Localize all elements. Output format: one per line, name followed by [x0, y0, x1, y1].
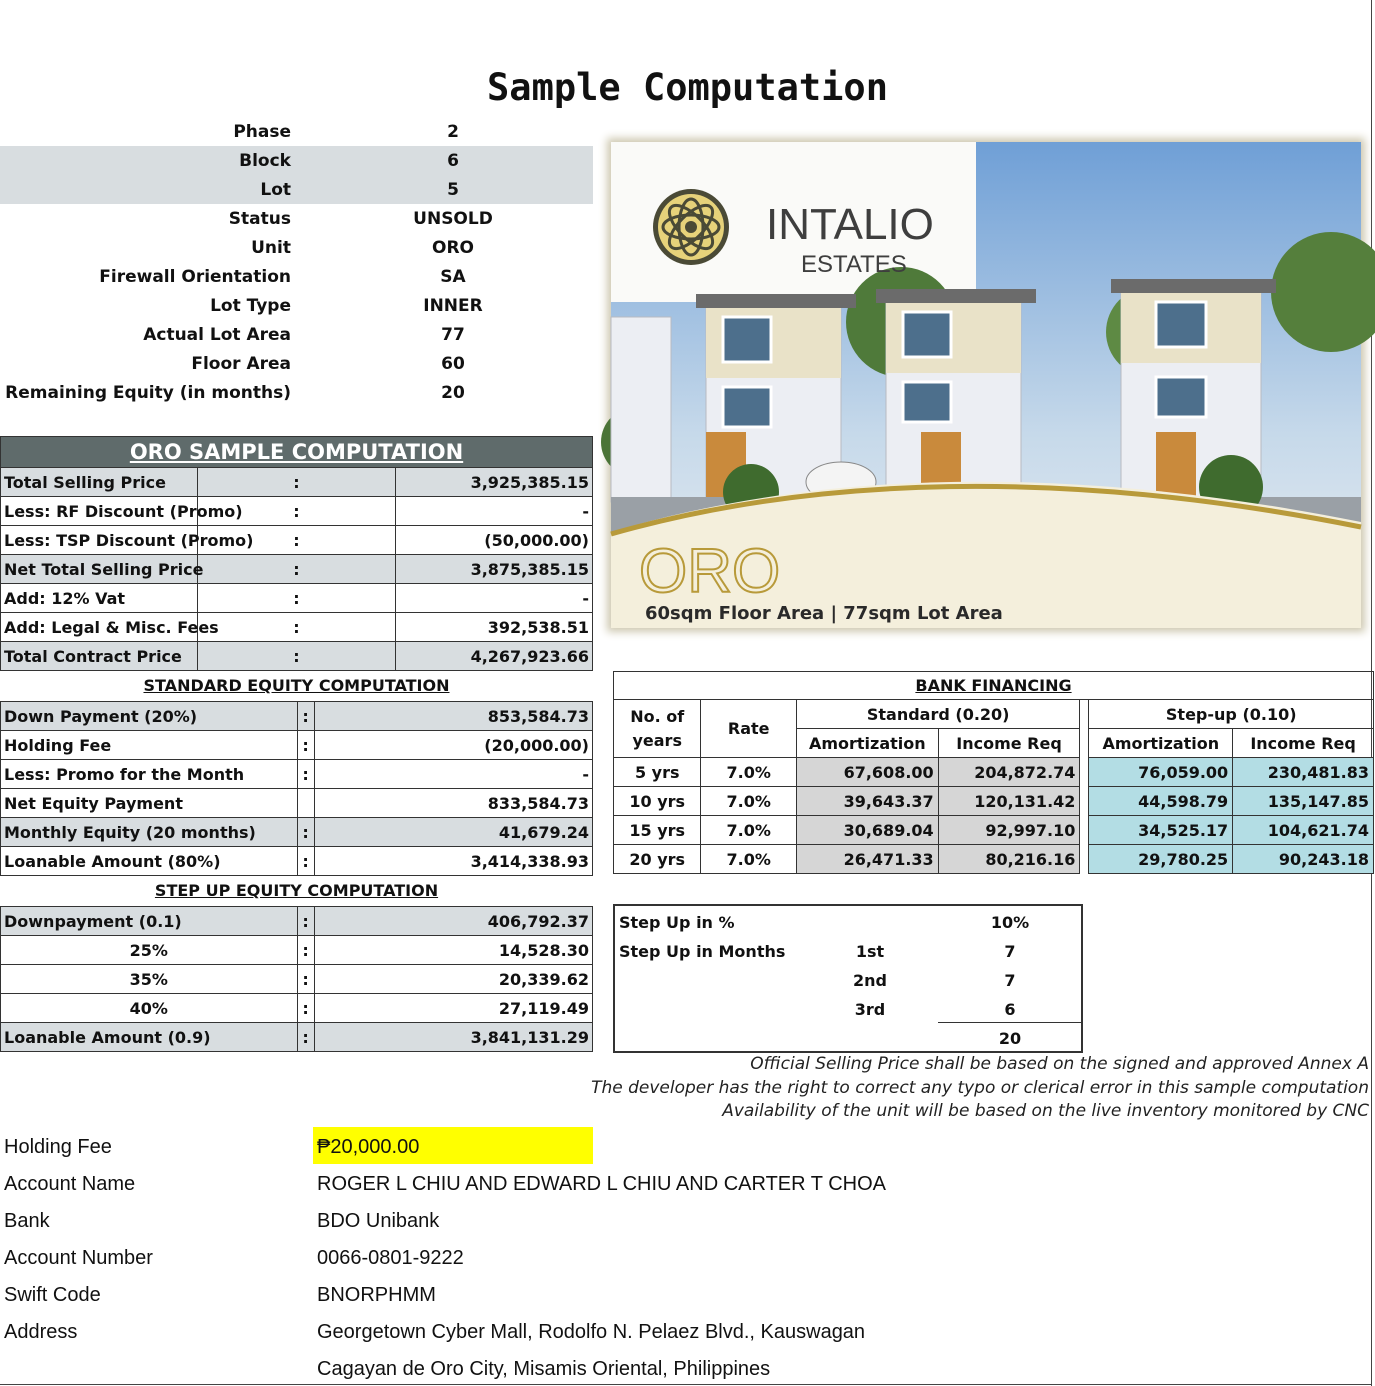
flower-logo-icon	[653, 189, 729, 265]
stepup-months-label: Step Up in Months	[619, 942, 786, 961]
payment-value: Georgetown Cyber Mall, Rodolfo N. Pelaez Blvd., Kauswagan	[317, 1321, 866, 1343]
total-divider	[938, 1022, 1081, 1023]
info-row-phase	[0, 117, 593, 146]
row-sep: :	[297, 1023, 314, 1052]
row-label: Loanable Amount (0.9)	[1, 1023, 298, 1052]
gap	[1080, 729, 1089, 758]
info-label: Lot Type	[210, 296, 291, 316]
info-row-block	[0, 146, 593, 175]
row-label: 25%	[1, 936, 298, 965]
info-value: UNSOLD	[413, 209, 493, 229]
row-value: 3,414,338.93	[314, 847, 592, 876]
row-value: -	[395, 497, 592, 526]
std-amort: 67,608.00	[796, 758, 938, 787]
row-value: 406,792.37	[314, 907, 592, 936]
info-value: 2	[447, 122, 459, 142]
rate: 7.0%	[701, 816, 796, 845]
stepup-total: 20	[998, 1029, 1022, 1048]
table-row	[1, 1023, 593, 1052]
table-row	[1, 994, 593, 1023]
info-label: Firewall Orientation	[99, 267, 291, 287]
payment-value: ₱20,000.00	[317, 1136, 420, 1158]
row-sep: :	[198, 642, 395, 671]
row-sep: :	[297, 731, 314, 760]
su-amort: 34,525.17	[1089, 816, 1233, 845]
table-row	[1, 760, 593, 789]
info-label: Status	[228, 209, 291, 229]
standard-equity-table	[0, 701, 593, 876]
row-label: Add: Legal & Misc. Fees	[1, 613, 198, 642]
payment-value: ROGER L CHIU AND EDWARD L CHIU AND CARTER T CHOA	[317, 1173, 886, 1195]
info-row-status	[0, 204, 593, 233]
payment-row-bank	[4, 1204, 1364, 1238]
row-label: Net Equity Payment	[1, 789, 298, 818]
std-income: 204,872.74	[938, 758, 1080, 787]
row-label: Less: RF Discount (Promo)	[1, 497, 198, 526]
rate: 7.0%	[701, 787, 796, 816]
payment-value: Cagayan de Oro City, Misamis Oriental, Philippines	[317, 1358, 771, 1380]
table-row	[1, 613, 593, 642]
table-row	[1, 555, 593, 584]
table-row	[614, 816, 1374, 845]
table-row	[1, 847, 593, 876]
row-sep: :	[198, 526, 395, 555]
promo-illustration	[611, 142, 1361, 628]
table-row	[1, 497, 593, 526]
stepup-equity-table	[0, 906, 593, 1052]
std-income: 120,131.42	[938, 787, 1080, 816]
su-income-header: Income Req	[1233, 729, 1374, 758]
stepup-ord: 2nd	[853, 971, 887, 990]
payment-value: BNORPHMM	[317, 1284, 436, 1306]
row-value: (50,000.00)	[395, 526, 592, 555]
info-row-lot-type	[0, 291, 593, 320]
row-label: Less: Promo for the Month	[1, 760, 298, 789]
info-value: 5	[447, 180, 459, 200]
info-label: Floor Area	[191, 354, 291, 374]
std-income: 80,216.16	[938, 845, 1080, 874]
row-value: 833,584.73	[314, 789, 592, 818]
years: 20 yrs	[614, 845, 701, 874]
row-label: Downpayment (0.1)	[1, 907, 298, 936]
standard-equity-header: STANDARD EQUITY COMPUTATION	[143, 676, 450, 695]
row-sep: :	[297, 936, 314, 965]
info-value: 6	[447, 151, 459, 171]
stepup-val: 7	[1004, 942, 1016, 961]
row-sep: :	[198, 584, 395, 613]
su-amort-header: Amortization	[1089, 729, 1233, 758]
stepup-val: 7	[1004, 971, 1016, 990]
info-row-lot-area	[0, 320, 593, 349]
table-row	[1, 526, 593, 555]
row-value: 3,875,385.15	[395, 555, 592, 584]
row-value: 41,679.24	[314, 818, 592, 847]
std-income-header: Income Req	[938, 729, 1080, 758]
row-label: Total Contract Price	[1, 642, 198, 671]
table-row	[1, 642, 593, 671]
row-sep: :	[297, 965, 314, 994]
payment-label: Account Number	[4, 1247, 153, 1269]
info-label: Block	[239, 151, 291, 171]
table-row	[1, 584, 593, 613]
table-row	[1, 965, 593, 994]
row-sep: :	[297, 994, 314, 1023]
promo-brand-sub: ESTATES	[801, 251, 907, 278]
row-value: -	[314, 760, 592, 789]
row-label: Holding Fee	[1, 731, 298, 760]
row-sep: :	[297, 760, 314, 789]
years: 10 yrs	[614, 787, 701, 816]
row-label: Monthly Equity (20 months)	[1, 818, 298, 847]
standard-header: Standard (0.20)	[796, 700, 1079, 729]
row-sep: :	[198, 497, 395, 526]
row-label: 35%	[1, 965, 298, 994]
table-row	[1, 702, 593, 731]
std-amort: 30,689.04	[796, 816, 938, 845]
gap	[1080, 700, 1089, 729]
page-title: Sample Computation	[487, 66, 888, 109]
row-sep: :	[198, 555, 395, 584]
info-value: INNER	[423, 296, 483, 316]
std-income: 92,997.10	[938, 816, 1080, 845]
su-income: 90,243.18	[1233, 845, 1374, 874]
su-income: 135,147.85	[1233, 787, 1374, 816]
row-label: 40%	[1, 994, 298, 1023]
gap	[1080, 758, 1089, 787]
table-row	[1, 731, 593, 760]
payment-label: Swift Code	[4, 1284, 101, 1306]
row-value: (20,000.00)	[314, 731, 592, 760]
stepup-ord: 1st	[855, 942, 885, 961]
table-row	[614, 787, 1374, 816]
payment-label: Address	[4, 1321, 78, 1343]
row-sep	[297, 789, 314, 818]
info-value: 60	[441, 354, 465, 374]
info-value: SA	[440, 267, 466, 287]
rate: 7.0%	[701, 845, 796, 874]
info-label: Phase	[233, 122, 291, 142]
table-row	[1, 789, 593, 818]
gap	[1080, 845, 1089, 874]
info-row-firewall	[0, 262, 593, 291]
note-line: The developer has the right to correct any typo or clerical error in this sample computation	[591, 1078, 1369, 1098]
row-sep: :	[198, 468, 395, 497]
stepup-val: 6	[1004, 1000, 1016, 1019]
row-value: 853,584.73	[314, 702, 592, 731]
row-value: -	[395, 584, 592, 613]
row-sep: :	[297, 907, 314, 936]
row-label: Add: 12% Vat	[1, 584, 198, 613]
su-amort: 29,780.25	[1089, 845, 1233, 874]
row-value: 14,528.30	[314, 936, 592, 965]
gap	[1080, 816, 1089, 845]
table-row	[1, 818, 593, 847]
years: 15 yrs	[614, 816, 701, 845]
stepup-ord: 3rd	[854, 1000, 886, 1019]
years: 5 yrs	[614, 758, 701, 787]
oro-computation-table	[0, 436, 593, 671]
info-value: ORO	[432, 238, 474, 258]
payment-row-swift-code	[4, 1278, 1364, 1312]
promo-model: ORO	[639, 537, 781, 606]
bank-financing-header: BANK FINANCING	[614, 672, 1374, 700]
std-amort-header: Amortization	[796, 729, 938, 758]
row-value: 392,538.51	[395, 613, 592, 642]
table-row	[1, 936, 593, 965]
su-income: 230,481.83	[1233, 758, 1374, 787]
note-line: Official Selling Price shall be based on the signed and approved Annex A	[750, 1054, 1369, 1074]
rate: 7.0%	[701, 758, 796, 787]
row-label: Down Payment (20%)	[1, 702, 298, 731]
payment-row-address	[4, 1315, 1364, 1349]
info-row-unit	[0, 233, 593, 262]
stepup-pct-label: Step Up in %	[619, 913, 735, 932]
table-row	[1, 468, 593, 497]
stepup-pct-value: 10%	[990, 913, 1030, 932]
info-row-floor-area	[0, 349, 593, 378]
payment-row-account-number	[4, 1241, 1364, 1275]
table-row	[614, 845, 1374, 874]
payment-value: BDO Unibank	[317, 1210, 440, 1232]
info-label: Unit	[251, 238, 291, 258]
bank-financing-table	[613, 671, 1374, 874]
info-value: 20	[441, 383, 465, 403]
payment-row-holding-fee	[4, 1130, 1364, 1164]
su-amort: 76,059.00	[1089, 758, 1233, 787]
su-income: 104,621.74	[1233, 816, 1374, 845]
gap	[1080, 787, 1089, 816]
row-value: 4,267,923.66	[395, 642, 592, 671]
row-sep: :	[198, 613, 395, 642]
info-row-remaining-equity	[0, 378, 593, 407]
promo-caption: 60sqm Floor Area | 77sqm Lot Area	[645, 603, 1003, 624]
stepup-equity-header: STEP UP EQUITY COMPUTATION	[154, 881, 439, 900]
computation-header: ORO SAMPLE COMPUTATION	[1, 437, 593, 468]
row-value: 3,925,385.15	[395, 468, 592, 497]
payment-value: 0066-0801-9222	[317, 1247, 464, 1269]
table-row	[1, 907, 593, 936]
info-label: Remaining Equity (in months)	[5, 383, 291, 403]
payment-label: Account Name	[4, 1173, 136, 1195]
info-label: Actual Lot Area	[143, 325, 291, 345]
row-label: Loanable Amount (80%)	[1, 847, 298, 876]
payment-label: Bank	[4, 1210, 50, 1232]
info-value: 77	[441, 325, 465, 345]
row-value: 20,339.62	[314, 965, 592, 994]
promo-brand: INTALIO	[766, 200, 934, 249]
stepup-header: Step-up (0.10)	[1089, 700, 1374, 729]
note-line: Availability of the unit will be based on the live inventory monitored by CNC	[722, 1101, 1369, 1121]
col-years: No. of years	[614, 700, 701, 758]
row-value: 3,841,131.29	[314, 1023, 592, 1052]
row-label: Net Total Selling Price	[1, 555, 198, 584]
info-row-lot	[0, 175, 593, 204]
row-sep: :	[297, 847, 314, 876]
payment-row-address-2	[4, 1352, 1364, 1386]
stepup-box	[613, 904, 1083, 1053]
col-rate: Rate	[701, 700, 796, 758]
std-amort: 26,471.33	[796, 845, 938, 874]
table-row	[614, 758, 1374, 787]
row-value: 27,119.49	[314, 994, 592, 1023]
info-label: Lot	[260, 180, 291, 200]
row-label: Total Selling Price	[1, 468, 198, 497]
std-amort: 39,643.37	[796, 787, 938, 816]
property-promo-image	[611, 142, 1361, 628]
payment-label: Holding Fee	[4, 1136, 112, 1158]
row-sep: :	[297, 818, 314, 847]
su-amort: 44,598.79	[1089, 787, 1233, 816]
payment-row-account-name	[4, 1167, 1364, 1201]
row-sep: :	[297, 702, 314, 731]
row-label: Less: TSP Discount (Promo)	[1, 526, 198, 555]
